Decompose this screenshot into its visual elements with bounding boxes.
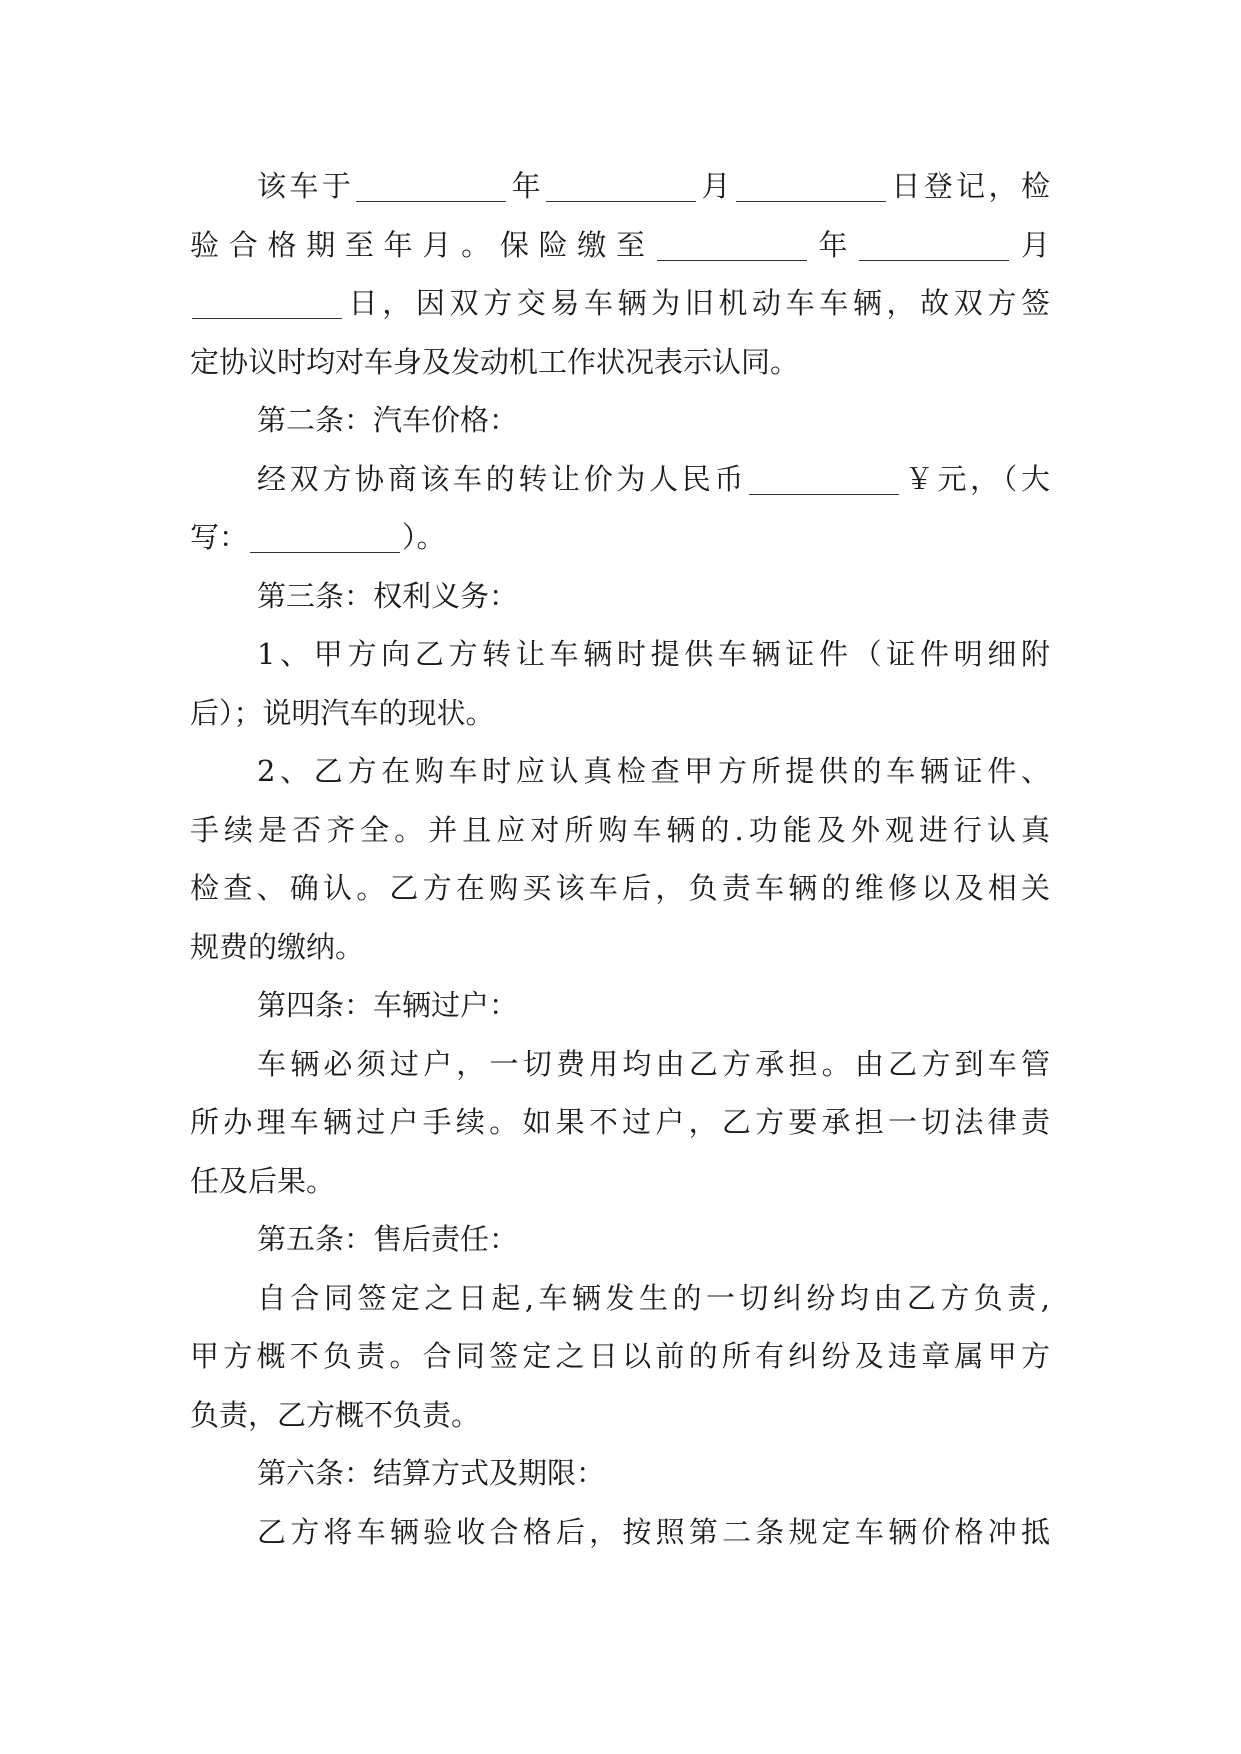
text-segment: 年 <box>808 227 858 262</box>
text-line: 任及后果。 <box>190 1163 336 1198</box>
fill-in-blank[interactable] <box>250 520 400 553</box>
text-line <box>190 216 1050 275</box>
text-line <box>190 274 1050 333</box>
text-segment: ￥元，（大 <box>901 461 1050 496</box>
text-line: 2、乙方在购车时应认真检查甲方所提供的车辆证件、 <box>257 754 1050 788</box>
text-line <box>190 157 1050 216</box>
text-segment: ）。 <box>402 520 446 554</box>
text-line: 甲方概不负责。合同签定之日以前的所有纠纷及违章属甲方 <box>190 1339 1050 1373</box>
text-segment: 日，因双方交易车辆为旧机动车车辆，故双方签 <box>344 286 1050 320</box>
text-line: 第三条：权利义务： <box>257 578 519 613</box>
text-line: 车辆必须过户，一切费用均由乙方承担。由乙方到车管 <box>257 1046 1050 1081</box>
text-segment: 验合格期至年月。保险缴至 <box>190 227 655 262</box>
text-line: 乙方将车辆验收合格后，按照第二条规定车辆价格冲抵 <box>257 1514 1050 1549</box>
text-segment: 日登记，检 <box>887 169 1050 203</box>
fill-in-blank[interactable] <box>657 228 807 261</box>
fill-in-blank[interactable] <box>859 228 1009 261</box>
text-line <box>190 450 1050 509</box>
text-segment: 该车于 <box>257 169 355 203</box>
document-page <box>190 157 1050 1561</box>
text-line: 所办理车辆过户手续。如果不过户，乙方要承担一切法律责 <box>190 1105 1050 1139</box>
text-line: 后）；说明汽车的现状。 <box>190 695 495 730</box>
text-segment: 经双方协商该车的转让价为人民币 <box>257 461 748 496</box>
fill-in-blank[interactable] <box>749 462 899 495</box>
text-segment: 月 <box>1011 227 1050 262</box>
text-segment: 月 <box>698 169 734 203</box>
text-line: 手续是否齐全。并且应对所购车辆的.功能及外观进行认真 <box>190 812 1050 847</box>
fill-in-blank[interactable] <box>192 286 342 319</box>
text-segment: 年 <box>508 169 545 203</box>
text-line: 1、甲方向乙方转让车辆时提供车辆证件（证件明细附 <box>257 637 1050 671</box>
text-line: 第二条：汽车价格： <box>257 403 519 437</box>
text-line: 负责，乙方概不负责。 <box>190 1397 481 1432</box>
fill-in-blank[interactable] <box>546 169 696 202</box>
text-line: 第四条：车辆过户： <box>257 988 519 1022</box>
text-line: 规费的缴纳。 <box>190 929 365 964</box>
text-line <box>190 508 1050 567</box>
text-line: 第六条：结算方式及期限： <box>257 1456 606 1490</box>
text-line: 定协议时均对车身及发动机工作状况表示认同。 <box>190 344 800 379</box>
fill-in-blank[interactable] <box>356 169 506 202</box>
fill-in-blank[interactable] <box>736 169 886 202</box>
text-line: 检查、确认。乙方在购买该车后，负责车辆的维修以及相关 <box>190 871 1050 905</box>
text-segment: 写： <box>190 520 249 554</box>
text-line: 自合同签定之日起,车辆发生的一切纠纷均由乙方负责, <box>257 1280 1050 1315</box>
text-line: 第五条：售后责任： <box>257 1222 519 1256</box>
